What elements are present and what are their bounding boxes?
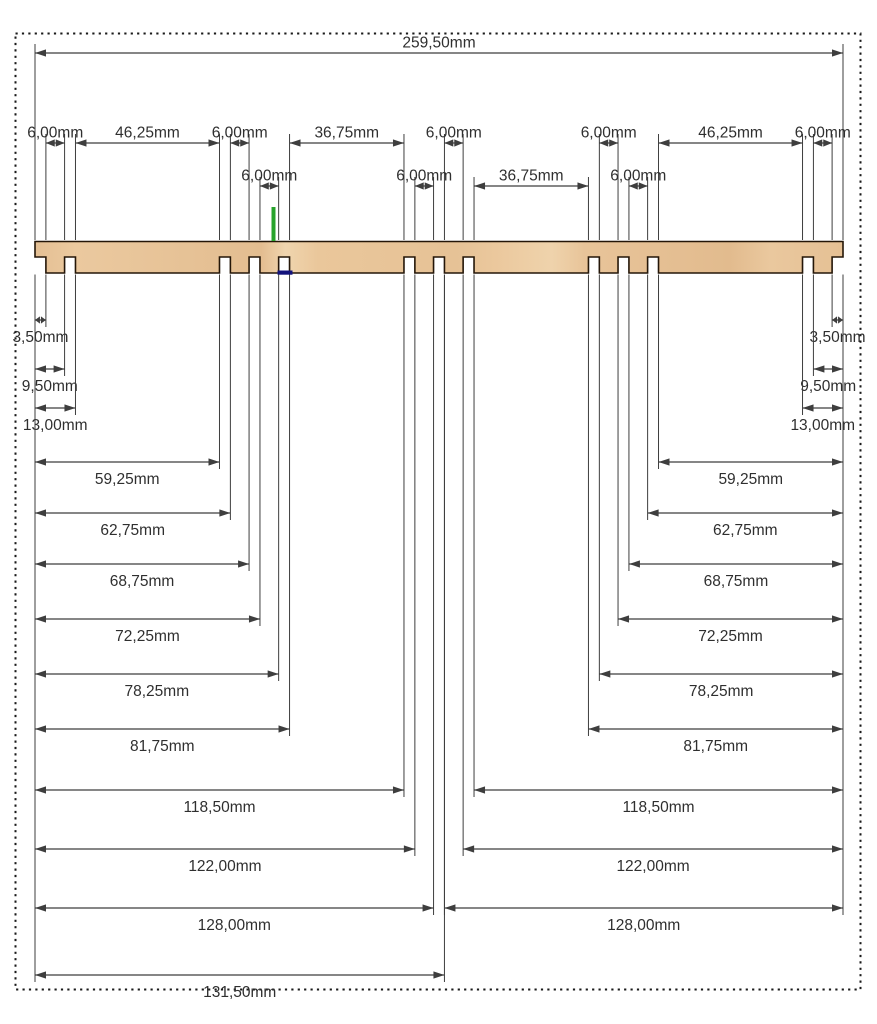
dimension-label: 46,25mm <box>115 124 180 142</box>
dimension-label: 122,00mm <box>188 858 262 875</box>
dimension-label: 68,75mm <box>703 573 769 590</box>
dimension-label: 6,00mm <box>580 124 637 142</box>
dimension-label: 59,25mm <box>718 471 784 488</box>
dimension-label: 128,00mm <box>197 917 271 934</box>
dimension-label: 6,00mm <box>241 167 298 185</box>
dimension-label: 118,50mm <box>622 799 695 816</box>
dimension-label: 13,00mm <box>790 417 856 434</box>
dimension-label: 122,00mm <box>616 858 690 875</box>
dimension-label: 6,00mm <box>396 167 453 185</box>
dimension-label: 6,00mm <box>211 124 268 142</box>
dimension-label: 36,75mm <box>498 167 564 185</box>
dimension-label: 81,75mm <box>129 738 195 755</box>
dimension-label: 72,25mm <box>698 628 763 645</box>
dimension-label: 68,75mm <box>109 573 175 590</box>
dimension-label: 118,50mm <box>183 799 256 816</box>
dimension-label: 6,00mm <box>794 124 851 142</box>
dimension-label: 3,50mm <box>12 329 69 346</box>
dimension-label: 78,25mm <box>688 683 754 700</box>
dimension-label: 9,50mm <box>21 378 78 395</box>
dimension-label: 131,50mm <box>203 984 277 1001</box>
dimension-label: 36,75mm <box>314 124 380 142</box>
dimension-label: 72,25mm <box>115 628 180 645</box>
dimension-label: 62,75mm <box>100 522 166 539</box>
dimension-label: 6,00mm <box>610 167 667 185</box>
dimension-label: 6,00mm <box>27 124 84 142</box>
dimension-label: 3,50mm <box>809 329 866 346</box>
dimension-label: 59,25mm <box>94 471 160 488</box>
dimension-label: 13,00mm <box>22 417 88 434</box>
dimension-label: 128,00mm <box>607 917 681 934</box>
dimension-label: 6,00mm <box>425 124 482 142</box>
dimension-label: 62,75mm <box>712 522 778 539</box>
dimension-label: 81,75mm <box>683 738 749 755</box>
dimension-label: 78,25mm <box>124 683 190 700</box>
dimension-label: 9,50mm <box>800 378 857 395</box>
dimension-label: 259,50mm <box>402 34 476 52</box>
dimension-label: 46,25mm <box>698 124 763 142</box>
